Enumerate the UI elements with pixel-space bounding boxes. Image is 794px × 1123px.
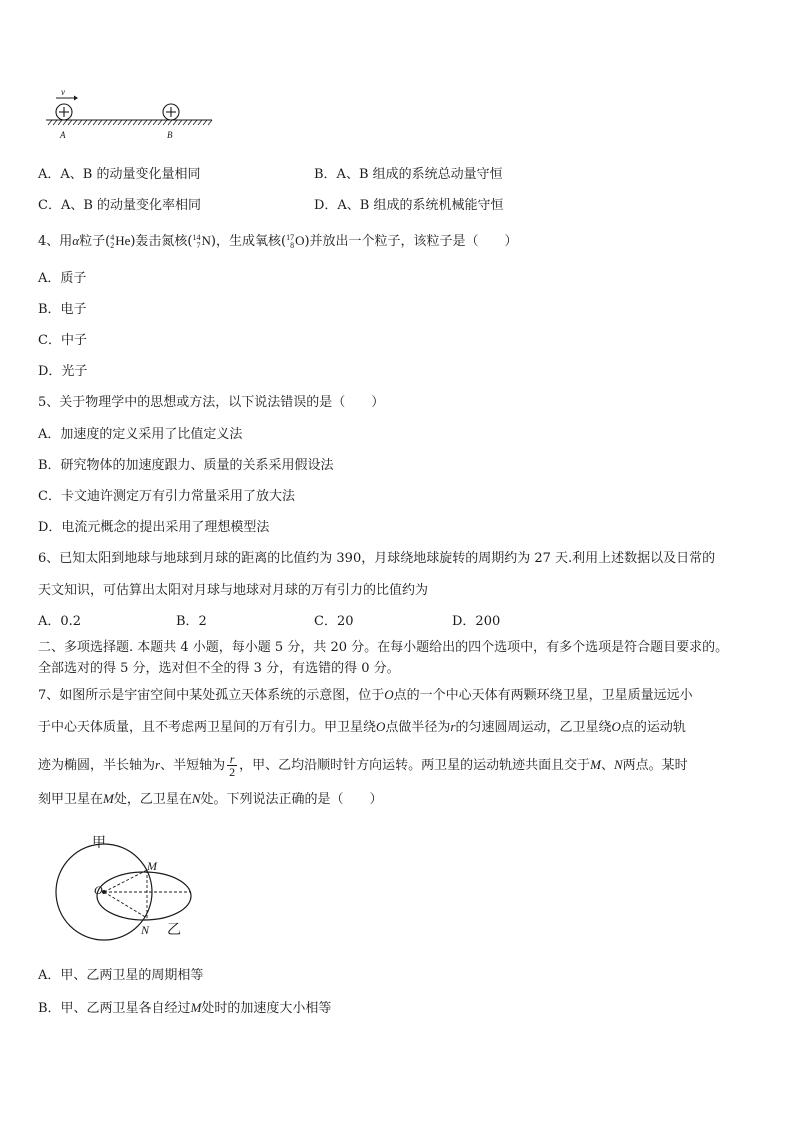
- label-o: O: [94, 883, 103, 897]
- q7-stem-line1: 7、如图所示是宇宙空间中某处孤立天体系统的示意图，位于O点的一个中心天体有两颗环绕卫星，卫星质量远远小: [38, 687, 693, 703]
- dashed-lines: [104, 870, 191, 918]
- q3-option-d[interactable]: D．A、B 组成的系统机械能守恒: [314, 198, 504, 213]
- q6-option-a[interactable]: A．0.2: [38, 614, 82, 629]
- q6-option-b[interactable]: B．2: [176, 614, 207, 629]
- figure-orbits: [50, 830, 210, 945]
- q7-option-b[interactable]: B．甲、乙两卫星各自经过M处时的加速度大小相等: [38, 1000, 332, 1016]
- nitrogen-nuclide: 14 7N: [192, 233, 211, 251]
- q4-option-c[interactable]: C．中子: [38, 333, 87, 348]
- q4-stem: 4、用α粒子(4 2He)轰击氮核(14 7N)，生成氧核(17 8O)并放出一个粒子，该粒子是（ ）: [38, 233, 518, 251]
- q6-option-d[interactable]: D．200: [452, 614, 501, 629]
- label-m: M: [147, 859, 157, 873]
- q3-option-c[interactable]: C．A、B 的动量变化率相同: [38, 198, 202, 213]
- q6-stem-line1: 6、已知太阳到地球与地球到月球的距离的比值约为 390，月球绕地球旋转的周期约为 27 天.利用上述数据以及日常的: [38, 551, 716, 566]
- q7-stem-line4: 刻甲卫星在M处，乙卫星在N处。下列说法正确的是（ ）: [38, 791, 383, 807]
- q3-option-b[interactable]: B．A、B 组成的系统总动量守恒: [314, 167, 503, 182]
- velocity-label: v: [61, 87, 65, 97]
- figure-balls-surface: [40, 84, 220, 144]
- fraction-r-over-2: $\frac{r}{2}$: [229, 752, 236, 779]
- q5-option-a[interactable]: A．加速度的定义采用了比值定义法: [38, 427, 243, 442]
- q6-stem-line2: 天文知识，可估算出太阳对月球与地球对月球的万有引力的比值约为: [38, 583, 429, 598]
- label-a: A: [60, 130, 66, 140]
- q4-option-d[interactable]: D．光子: [38, 364, 88, 379]
- label-jia: 甲: [92, 836, 106, 851]
- q4-option-a[interactable]: A．质子: [38, 271, 87, 286]
- velocity-arrowhead: [74, 96, 78, 101]
- label-b: B: [167, 130, 173, 140]
- q4-option-b[interactable]: B．电子: [38, 302, 87, 317]
- section2-instructions-line1: 二、多项选择题. 本题共 4 小题，每小题 5 分，共 20 分。在每小题给出的四个选项中，有多个选项是符合题目要求的。: [38, 640, 729, 655]
- q5-stem: 5、关于物理学中的思想或方法，以下说法错误的是（ ）: [38, 395, 385, 410]
- helium-nuclide: 4 2He: [110, 233, 131, 251]
- q5-option-b[interactable]: B．研究物体的加速度跟力、质量的关系采用假设法: [38, 458, 334, 473]
- orbit-yi-ellipse: [97, 872, 191, 920]
- q7-stem-line2: 于中心天体质量，且不考虑两卫星间的万有引力。甲卫星绕O点做半径为r的匀速圆周运动，乙卫星绕O点的运动轨: [38, 719, 686, 735]
- section2-instructions-line2: 全部选对的得 5 分，选对但不全的得 3 分，有选错的得 0 分。: [38, 661, 400, 676]
- label-n: N: [141, 923, 150, 937]
- q3-option-a[interactable]: A．A、B 的动量变化量相同: [38, 167, 201, 182]
- q5-option-d[interactable]: D．电流元概念的提出采用了理想模型法: [38, 520, 270, 535]
- q6-option-c[interactable]: C．20: [314, 614, 354, 629]
- q7-option-a[interactable]: A．甲、乙两卫星的周期相等: [38, 968, 204, 983]
- oxygen-nuclide: 17 8O: [286, 233, 305, 251]
- q5-option-c[interactable]: C．卡文迪许测定万有引力常量采用了放大法: [38, 489, 295, 504]
- q7-stem-line3: 迹为椭圆，半长轴为r、半短轴为 $\frac{r}{2}$ ，甲、乙均沿顺时针方向运转。两卫星的运动轨迹共面且交于M、N两点。某时: [38, 752, 688, 779]
- label-yi: 乙: [167, 923, 181, 938]
- ground-hatching: [48, 120, 212, 125]
